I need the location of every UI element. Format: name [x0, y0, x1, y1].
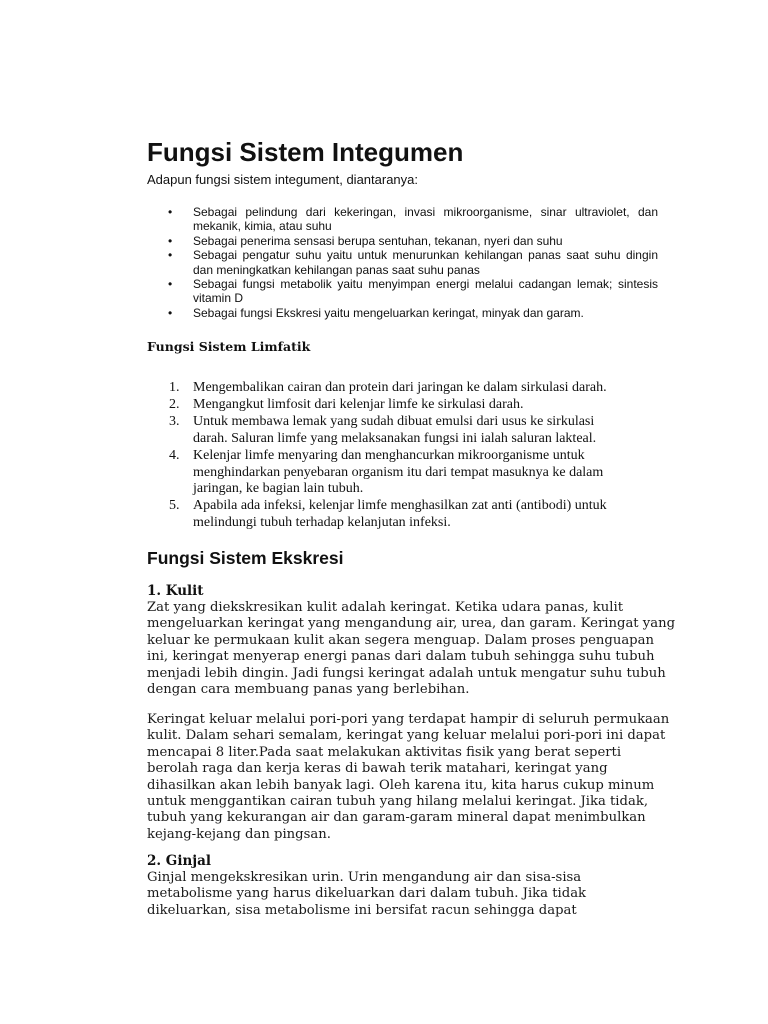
kulit-paragraph-1 — [147, 600, 676, 698]
paragraph-line: Zat yang diekskresikan kulit adalah keringat. Ketika udara panas, kulit — [147, 600, 623, 615]
paragraph-line: Keringat keluar melalui pori-pori yang terdapat hampir di seluruh permukaan — [147, 712, 670, 727]
paragraph-line: mengeluarkan keringat yang mengandung air, urea, dan garam. Keringat yang — [147, 616, 676, 632]
item-number: 4. — [169, 447, 180, 463]
limfatik-title: Fungsi Sistem Limfatik — [147, 339, 311, 354]
kulit-heading: 1. Kulit — [147, 583, 204, 599]
item-line: Mengangkut limfosit dari kelenjar limfe ke sirkulasi darah. — [193, 396, 524, 412]
list-item: • Sebagai penerima sensasi berupa sentuhan, tekanan, nyeri dan suhu — [147, 234, 658, 248]
list-item: • Sebagai fungsi Ekskresi yaitu mengeluarkan keringat, minyak dan garam. — [147, 306, 658, 320]
paragraph-line: metabolisme yang harus dikeluarkan dari dalam tubuh. Jika tidak — [147, 886, 587, 902]
paragraph-line: ini, keringat menyerap energi panas dari dalam tubuh sehingga suhu tubuh — [147, 649, 655, 665]
item-line: Untuk membawa lemak yang sudah dibuat emulsi dari usus ke sirkulasi — [193, 413, 595, 429]
item-line: jaringan, ke bagian lain tubuh. — [193, 481, 364, 497]
list-item — [147, 498, 667, 532]
limfatik-numbered-list — [147, 380, 667, 532]
list-item: • Sebagai fungsi metabolik yaitu menyimpan energi melalui cadangan lemak; sintesis vitamin D — [147, 277, 658, 306]
paragraph-line: kulit. Dalam sehari semalam, keringat yang keluar melalui pori-pori ini dapat — [147, 728, 666, 744]
kulit-paragraph-2 — [147, 712, 670, 843]
ginjal-heading: 2. Ginjal — [147, 853, 212, 869]
paragraph-line: dikeluarkan, sisa metabolisme ini bersifat racun sehingga dapat — [147, 902, 577, 918]
list-item — [147, 380, 667, 397]
integumen-bullet-list — [147, 205, 658, 320]
item-number: 1. — [169, 380, 180, 395]
list-item — [147, 448, 667, 499]
integumen-intro: Adapun fungsi sistem integument, diantaranya: — [147, 172, 419, 187]
paragraph-line: berolah raga dan kerja keras di bawah terik matahari, keringat yang — [147, 761, 608, 777]
paragraph-line: menjadi lebih dingin. Jadi fungsi keringat adalah untuk mengatur suhu tubuh — [147, 665, 666, 681]
item-number: 5. — [169, 498, 180, 514]
item-number: 3. — [169, 413, 180, 429]
paragraph-line: keluar ke permukaan kulit akan segera menguap. Dalam proses penguapan — [147, 632, 654, 648]
paragraph-line: untuk menggantikan cairan tubuh yang hilang melalui keringat. Jika tidak, — [147, 794, 649, 810]
item-line: menghindarkan penyebaran organism itu dari tempat masuknya ke dalam — [193, 464, 604, 480]
item-line: melindungi tubuh terhadap kelanjutan infeksi. — [193, 515, 451, 531]
integumen-title: Fungsi Sistem Integumen — [147, 137, 464, 167]
paragraph-line: mencapai 8 liter.Pada saat melakukan aktivitas fisik yang berat seperti — [147, 744, 622, 760]
item-line: Kelenjar limfe menyaring dan menghancurkan mikroorganisme untuk — [193, 447, 585, 463]
paragraph-line: dihasilkan akan lebih banyak lagi. Oleh karena itu, kita harus cukup minum — [147, 777, 655, 793]
item-line: Apabila ada infeksi, kelenjar limfe menghasilkan zat anti (antibodi) untuk — [193, 498, 607, 514]
ekskresi-title: Fungsi Sistem Ekskresi — [147, 548, 344, 568]
paragraph-line: dengan cara membuang panas yang berlebihan. — [147, 682, 470, 698]
ginjal-paragraph-1 — [147, 870, 667, 919]
list-item — [147, 397, 667, 414]
item-line: darah. Saluran limfe yang melaksanakan fungsi ini ialah saluran lakteal. — [193, 430, 597, 446]
paragraph-line: kejang-kejang dan pingsan. — [147, 826, 331, 842]
item-line: Mengembalikan cairan dan protein dari jaringan ke dalam sirkulasi darah. — [193, 380, 607, 395]
list-item: • Sebagai pengatur suhu yaitu untuk menurunkan kehilangan panas saat suhu dingin dan meningkatkan kehilangan panas saat suhu panas — [147, 248, 658, 277]
paragraph-line: Ginjal mengekskresikan urin. Urin mengandung air dan sisa-sisa — [147, 870, 582, 885]
item-number: 2. — [169, 396, 180, 412]
list-item — [147, 414, 667, 448]
paragraph-line: tubuh yang kekurangan air dan garam-garam mineral dapat menimbulkan — [147, 810, 646, 826]
list-item: • Sebagai pelindung dari kekeringan, invasi mikroorganisme, sinar ultraviolet, dan mekanik, kimia, atau suhu — [147, 205, 658, 234]
